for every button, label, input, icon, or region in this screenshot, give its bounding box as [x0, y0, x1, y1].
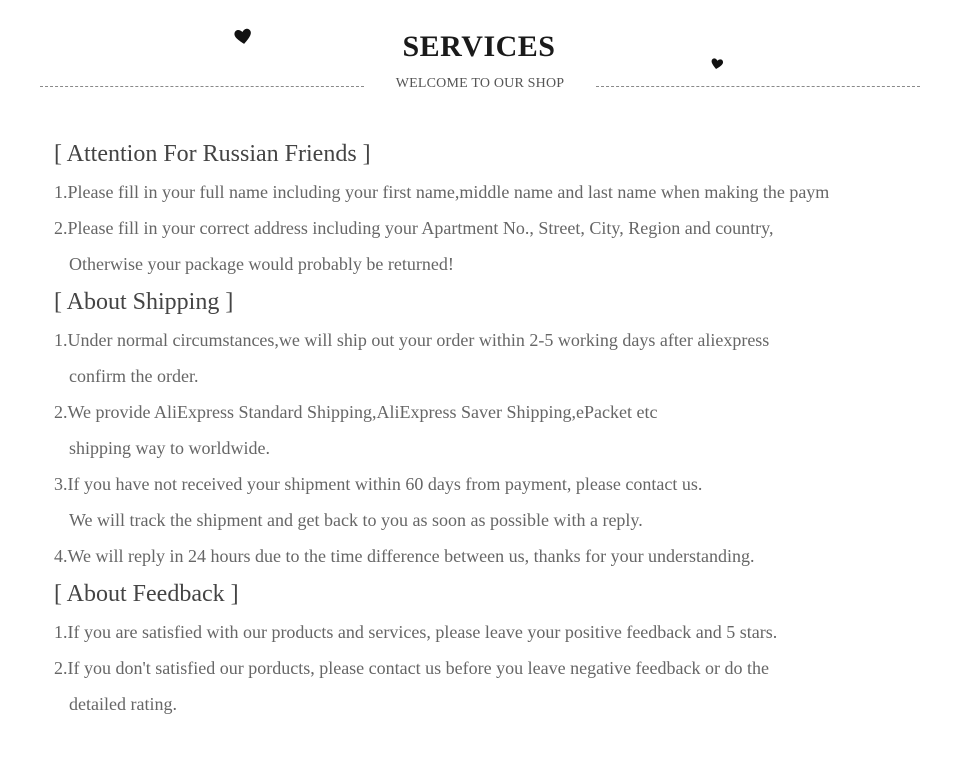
section-title-feedback: [ About Feedback ] [54, 581, 239, 607]
russian-note-2: 2.Please fill in your correct address including your Apartment No., Street, City, Region and country, [54, 218, 774, 238]
russian-note-2-cont: Otherwise your package would probably be returned! [69, 254, 454, 274]
shipping-note-3-cont: We will track the shipment and get back to you as soon as possible with a reply. [69, 510, 643, 530]
feedback-note-1: 1.If you are satisfied with our products and services, please leave your positive feedback and 5 stars. [54, 622, 778, 642]
dashed-rule-left [40, 86, 364, 87]
shipping-note-1: 1.Under normal circumstances,we will ship out your order within 2-5 working days after aliexpress [54, 330, 770, 350]
feedback-note-2-cont: detailed rating. [69, 694, 177, 714]
subtitle-divider [40, 76, 920, 96]
feedback-note-2: 2.If you don't satisfied our porducts, please contact us before you leave negative feedback or do the [54, 658, 769, 678]
section-title-russian-friends: [ Attention For Russian Friends ] [54, 141, 371, 167]
page-title: SERVICES [402, 30, 556, 63]
dashed-rule-right [596, 86, 920, 87]
heart-icon [710, 57, 724, 70]
heart-icon [233, 27, 253, 45]
shipping-note-1-cont: confirm the order. [69, 366, 199, 386]
shipping-note-3: 3.If you have not received your shipment within 60 days from payment, please contact us. [54, 474, 703, 494]
services-content [54, 140, 934, 722]
shipping-note-2: 2.We provide AliExpress Standard Shipping,AliExpress Saver Shipping,ePacket etc [54, 402, 658, 422]
shipping-note-2-cont: shipping way to worldwide. [69, 438, 270, 458]
russian-note-1: 1.Please fill in your full name including your first name,middle name and last name when making the paym [54, 182, 830, 202]
section-title-shipping: [ About Shipping ] [54, 289, 234, 315]
shipping-note-4: 4.We will reply in 24 hours due to the time difference between us, thanks for your understanding. [54, 546, 755, 566]
page-subtitle: WELCOME TO OUR SHOP [395, 76, 565, 91]
